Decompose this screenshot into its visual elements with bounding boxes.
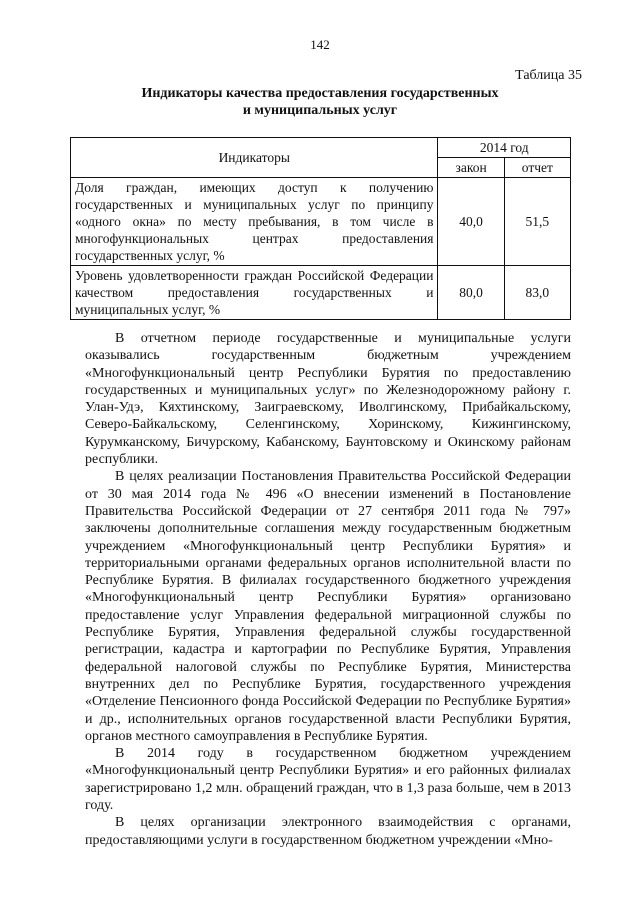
report-value-cell: 51,5	[504, 178, 570, 266]
law-value-cell: 40,0	[438, 178, 504, 266]
header-report: отчет	[504, 158, 570, 178]
table-title-line-1: Индикаторы качества предоставления государственных	[141, 86, 499, 101]
table-header-row	[71, 138, 571, 158]
table-caption: Таблица 35	[515, 68, 582, 83]
paragraph: В целях реализации Постановления Правительства Российской Федерации от 30 мая 2014 года № 496 «О внесении изменений в Постановление Правительства Российской Федерации от 27 сентября 2011 года № 797» заключены дополнительные соглашения между государственным бюджетным учреждением «Многофункциональный центр Республики Бурятия» и территориальными органами федеральных органов исполнительной власти по Республике Бурятия. В филиалах государственного бюджетного учреждения «Многофункциональный центр Республики Бурятия» организовано предоставление услуг Управления федеральной миграционной службы по Республике Бурятия, Управления федеральной службы государственной регистрации, кадастра и картографии по Республике Бурятия, Управления федеральной налоговой службы по Республике Бурятия, Министерства внутренних дел по Республике Бурятия, государственного учреждения «Отделение Пенсионного фонда Российской Федерации по Республике Бурятия» и др., исполнительных органов государственной власти Республики Бурятия, органов местного самоуправления в Республике Бурятия.	[85, 469, 571, 744]
paragraph: В целях организации электронного взаимодействия с органами, предоставляющими услуги в государственном бюджетном учреждении «Мно-	[85, 815, 571, 848]
indicator-cell: Уровень удовлетворенности граждан Российской Федерации качеством предоставления государственных и муниципальных услуг, %	[71, 266, 438, 320]
report-value-cell: 83,0	[504, 266, 570, 320]
indicators-table	[70, 137, 571, 320]
table-row	[71, 266, 571, 320]
page-number: 142	[310, 37, 330, 52]
table-title-line-2: и муниципальных услуг	[242, 103, 398, 118]
table-row	[71, 178, 571, 266]
body-text	[85, 330, 571, 849]
paragraph: В отчетном периоде государственные и муниципальные услуги оказывались государственным бюджетным учреждением «Многофункциональный центр Республики Бурятия по предоставлению государственных и муниципальных услуг» по Железнодорожному району г. Улан-Удэ, Кяхтинскому, Заиграевскому, Иволгинскому, Прибайкальскому, Северо-Байкальскому, Селенгинскому, Хоринскому, Кижингинскому, Курумканскому, Бичурскому, Кабанскому, Баунтовскому и Окинскому районам республики.	[85, 331, 571, 468]
paragraph: В 2014 году в государственном бюджетном учреждением «Многофункциональный центр Республики Бурятия» и его районных филиалах зарегистрировано 1,2 млн. обращений граждан, что в 1,3 раза больше, чем в 2013 году.	[85, 746, 571, 814]
header-law: закон	[438, 158, 504, 178]
law-value-cell: 80,0	[438, 266, 504, 320]
header-year: 2014 год	[438, 138, 571, 158]
indicator-cell: Доля граждан, имеющих доступ к получению государственных и муниципальных услуг по принципу «одного окна» по месту пребывания, в том числе в многофункциональных центрах предоставления государственных услуг, %	[71, 178, 438, 266]
header-indicators: Индикаторы	[71, 138, 438, 178]
table-title	[70, 85, 570, 119]
